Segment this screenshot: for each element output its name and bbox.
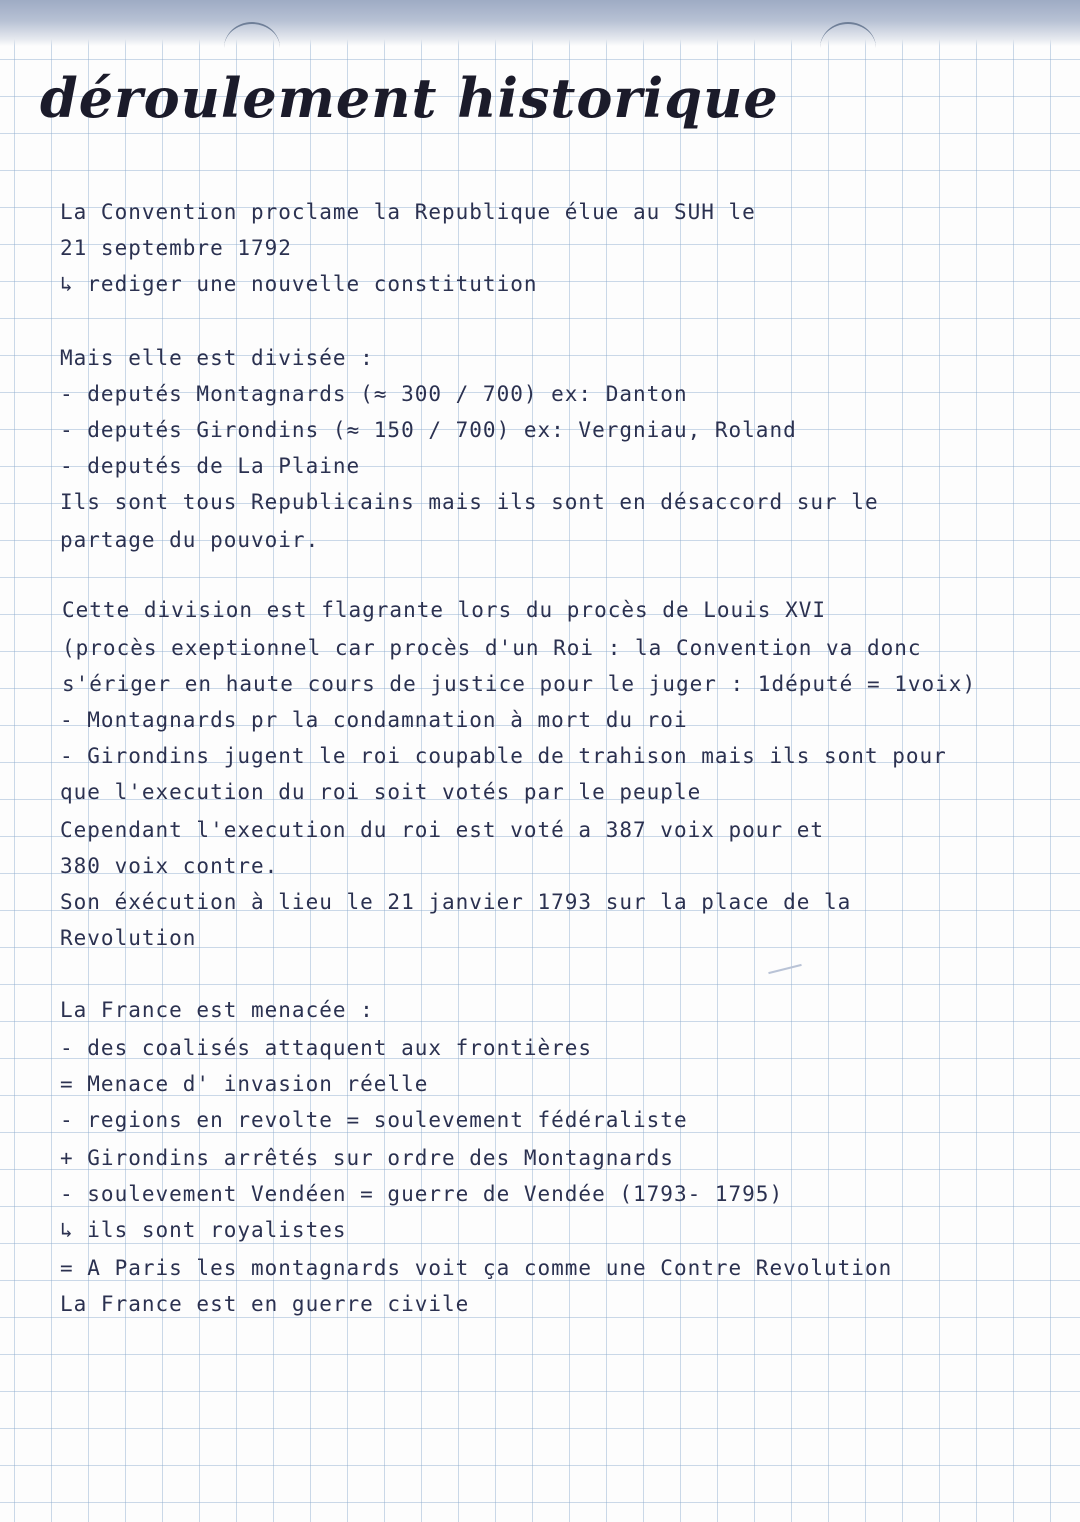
text-line: - Montagnards pr la condamnation à mort du roi [60,708,688,732]
text-line: Cependant l'execution du roi est voté a 387 voix pour et [60,818,825,842]
text-line: La France est menacée : [60,998,374,1022]
text-line: + Girondins arrêtés sur ordre des Montagnards [60,1146,674,1170]
binder-hole-right [820,22,876,74]
page-title: déroulement historique [40,66,779,130]
text-line: que l'execution du roi soit votés par le peuple [60,780,702,804]
text-line: = Menace d' invasion réelle [60,1072,429,1096]
text-line: Son éxécution à lieu le 21 janvier 1793 sur la place de la [60,890,852,914]
text-line: - des coalisés attaquent aux frontières [60,1036,593,1060]
text-line: 21 septembre 1792 [60,236,292,260]
text-line: - regions en revolte = soulevement fédéraliste [60,1108,688,1132]
text-line: ↳ ils sont royalistes [60,1218,347,1242]
text-line: Mais elle est divisée : [60,346,374,370]
text-line: Ils sont tous Republicains mais ils sont en désaccord sur le [60,490,879,514]
text-line: 380 voix contre. [60,854,279,878]
text-line: Cette division est flagrante lors du procès de Louis XVI [62,598,827,622]
text-line: - deputés Girondins (≈ 150 / 700) ex: Vergniau, Roland [60,418,797,442]
text-line: s'ériger en haute cours de justice pour le juger : 1député = 1voix) [62,672,977,696]
paper-top-edge [0,0,1080,46]
text-line: - soulevement Vendéen = guerre de Vendée (1793- 1795) [60,1182,784,1206]
text-line: Revolution [60,926,197,950]
text-line: La France est en guerre civile [60,1292,470,1316]
text-line: - deputés de La Plaine [60,454,361,478]
text-line: partage du pouvoir. [60,528,320,552]
text-line: (procès exeptionnel car procès d'un Roi : la Convention va donc [62,636,922,660]
text-line: ↳ rediger une nouvelle constitution [60,272,538,296]
text-line: = A Paris les montagnards voit ça comme une Contre Revolution [60,1256,893,1280]
text-line: La Convention proclame la Republique élue au SUH le [60,200,756,224]
text-line: - deputés Montagnards (≈ 300 / 700) ex: Danton [60,382,688,406]
text-line: - Girondins jugent le roi coupable de trahison mais ils sont pour [60,744,947,768]
